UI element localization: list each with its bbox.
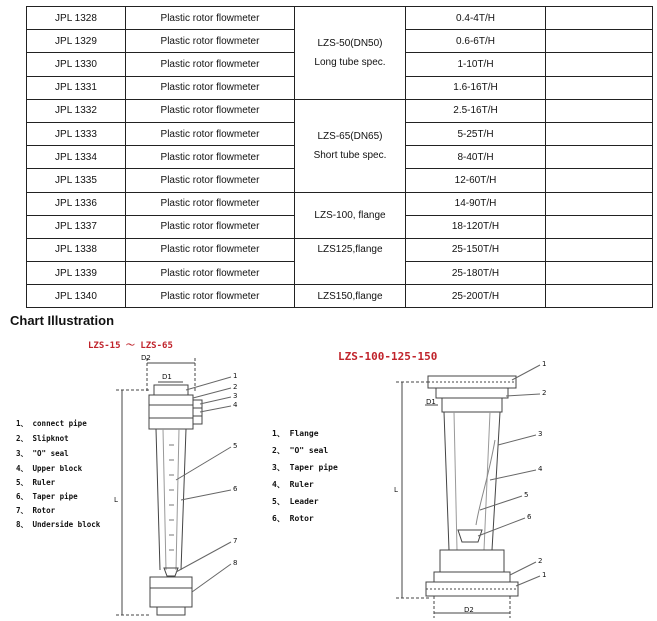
name-cell: Plastic rotor flowmeter: [126, 169, 295, 192]
range-cell: 2.5-16T/H: [406, 99, 546, 122]
range-cell: 25-200T/H: [406, 285, 546, 308]
spec-group-cell: LZS-100, flange: [295, 192, 406, 238]
diagram-flange-flowmeter: [272, 330, 657, 621]
spec-table: [26, 6, 653, 308]
table-row: [27, 192, 653, 215]
legend-item: 2、 Slipknot: [16, 434, 69, 443]
callout-number: 3: [538, 430, 543, 438]
range-cell: 0.6-6T/H: [406, 30, 546, 53]
diagram-title: LZS-15 ～ LZS-65: [88, 341, 173, 351]
model-cell: JPL 1339: [27, 262, 126, 285]
extra-cell: [546, 7, 653, 30]
extra-cell: [546, 146, 653, 169]
range-cell: 25-180T/H: [406, 262, 546, 285]
flange-flowmeter-drawing: [330, 330, 657, 621]
name-cell: Plastic rotor flowmeter: [126, 215, 295, 238]
extra-cell: [546, 285, 653, 308]
legend-item: 6、 Taper pipe: [16, 492, 78, 501]
callout-number: 6: [233, 485, 238, 493]
range-cell: 5-25T/H: [406, 122, 546, 145]
callout-number: 8: [233, 559, 238, 567]
dim-label-d1: D1: [162, 373, 172, 381]
legend-item: 3、 "O" seal: [16, 449, 69, 458]
range-cell: 18-120T/H: [406, 215, 546, 238]
callout-number: 1: [542, 571, 547, 579]
legend-item: 5、 Leader: [272, 497, 319, 506]
spec-group-line: Short tube spec.: [313, 149, 387, 161]
callout-number: 1: [542, 360, 547, 368]
legend-item: 4、 Ruler: [272, 480, 314, 489]
legend-item: 1、 connect pipe: [16, 419, 87, 428]
model-cell: JPL 1333: [27, 122, 126, 145]
spec-group-cell: [295, 7, 406, 100]
callout-number: 6: [527, 513, 532, 521]
callout-number: 4: [538, 465, 543, 473]
extra-cell: [546, 99, 653, 122]
model-cell: JPL 1330: [27, 53, 126, 76]
range-cell: 12-60T/H: [406, 169, 546, 192]
legend-item: 5、 Ruler: [16, 478, 56, 487]
range-cell: 0.4-4T/H: [406, 7, 546, 30]
callout-number: 2: [538, 557, 543, 565]
dim-label-l: L: [394, 486, 398, 494]
model-cell: JPL 1328: [27, 7, 126, 30]
diagram-small-flowmeter: [0, 330, 330, 621]
callout-number: 5: [524, 491, 529, 499]
name-cell: Plastic rotor flowmeter: [126, 285, 295, 308]
callout-number: 2: [542, 389, 547, 397]
callout-number: 4: [233, 401, 238, 409]
legend-item: 1、 Flange: [272, 429, 319, 438]
legend-item: 2、 "O" seal: [272, 446, 329, 455]
name-cell: Plastic rotor flowmeter: [126, 146, 295, 169]
model-cell: JPL 1332: [27, 99, 126, 122]
extra-cell: [546, 192, 653, 215]
legend-item: 6、 Rotor: [272, 514, 314, 523]
name-cell: Plastic rotor flowmeter: [126, 99, 295, 122]
extra-cell: [546, 30, 653, 53]
extra-cell: [546, 262, 653, 285]
name-cell: Plastic rotor flowmeter: [126, 262, 295, 285]
spec-group-cell: [295, 99, 406, 192]
table-row: [27, 7, 653, 30]
extra-cell: [546, 122, 653, 145]
table-row: [27, 238, 653, 261]
name-cell: Plastic rotor flowmeter: [126, 30, 295, 53]
spec-group-line: LZS-65(DN65): [317, 130, 383, 142]
model-cell: JPL 1335: [27, 169, 126, 192]
dim-label-d2: D2: [141, 354, 151, 362]
name-cell: Plastic rotor flowmeter: [126, 192, 295, 215]
table-row: [27, 99, 653, 122]
name-cell: Plastic rotor flowmeter: [126, 122, 295, 145]
model-cell: JPL 1337: [27, 215, 126, 238]
spec-group-line: LZS-50(DN50): [317, 37, 383, 49]
range-cell: 1-10T/H: [406, 53, 546, 76]
callout-number: 3: [233, 392, 238, 400]
range-cell: 14-90T/H: [406, 192, 546, 215]
name-cell: Plastic rotor flowmeter: [126, 238, 295, 261]
model-cell: JPL 1340: [27, 285, 126, 308]
extra-cell: [546, 215, 653, 238]
spec-group-cell: LZS150,flange: [295, 285, 406, 308]
callout-number: 1: [233, 372, 238, 380]
legend-item: 4、 Upper block: [16, 464, 83, 473]
model-cell: JPL 1331: [27, 76, 126, 99]
dim-label-d1: D1: [426, 398, 436, 406]
name-cell: Plastic rotor flowmeter: [126, 76, 295, 99]
extra-cell: [546, 53, 653, 76]
legend-item: 8、 Underside block: [16, 520, 101, 529]
legend-item: 7、 Rotor: [16, 506, 56, 515]
table-row: [27, 285, 653, 308]
spec-group-line: Long tube spec.: [314, 56, 386, 68]
range-cell: 8-40T/H: [406, 146, 546, 169]
callout-number: 2: [233, 383, 238, 391]
extra-cell: [546, 169, 653, 192]
model-cell: JPL 1336: [27, 192, 126, 215]
callout-number: 5: [233, 442, 238, 450]
diagram-title: LZS-100-125-150: [338, 350, 438, 363]
range-cell: 25-150T/H: [406, 238, 546, 261]
extra-cell: [546, 76, 653, 99]
dim-label-l: L: [114, 496, 118, 504]
name-cell: Plastic rotor flowmeter: [126, 53, 295, 76]
legend-item: 3、 Taper pipe: [272, 463, 338, 472]
model-cell: JPL 1334: [27, 146, 126, 169]
model-cell: JPL 1338: [27, 238, 126, 261]
section-title: Chart Illustration: [10, 313, 115, 328]
callout-number: 7: [233, 537, 238, 545]
extra-cell: [546, 238, 653, 261]
range-cell: 1.6-16T/H: [406, 76, 546, 99]
model-cell: JPL 1329: [27, 30, 126, 53]
name-cell: Plastic rotor flowmeter: [126, 7, 295, 30]
spec-group-cell: LZS125,flange: [295, 238, 406, 284]
dim-label-d2: D2: [464, 606, 474, 614]
